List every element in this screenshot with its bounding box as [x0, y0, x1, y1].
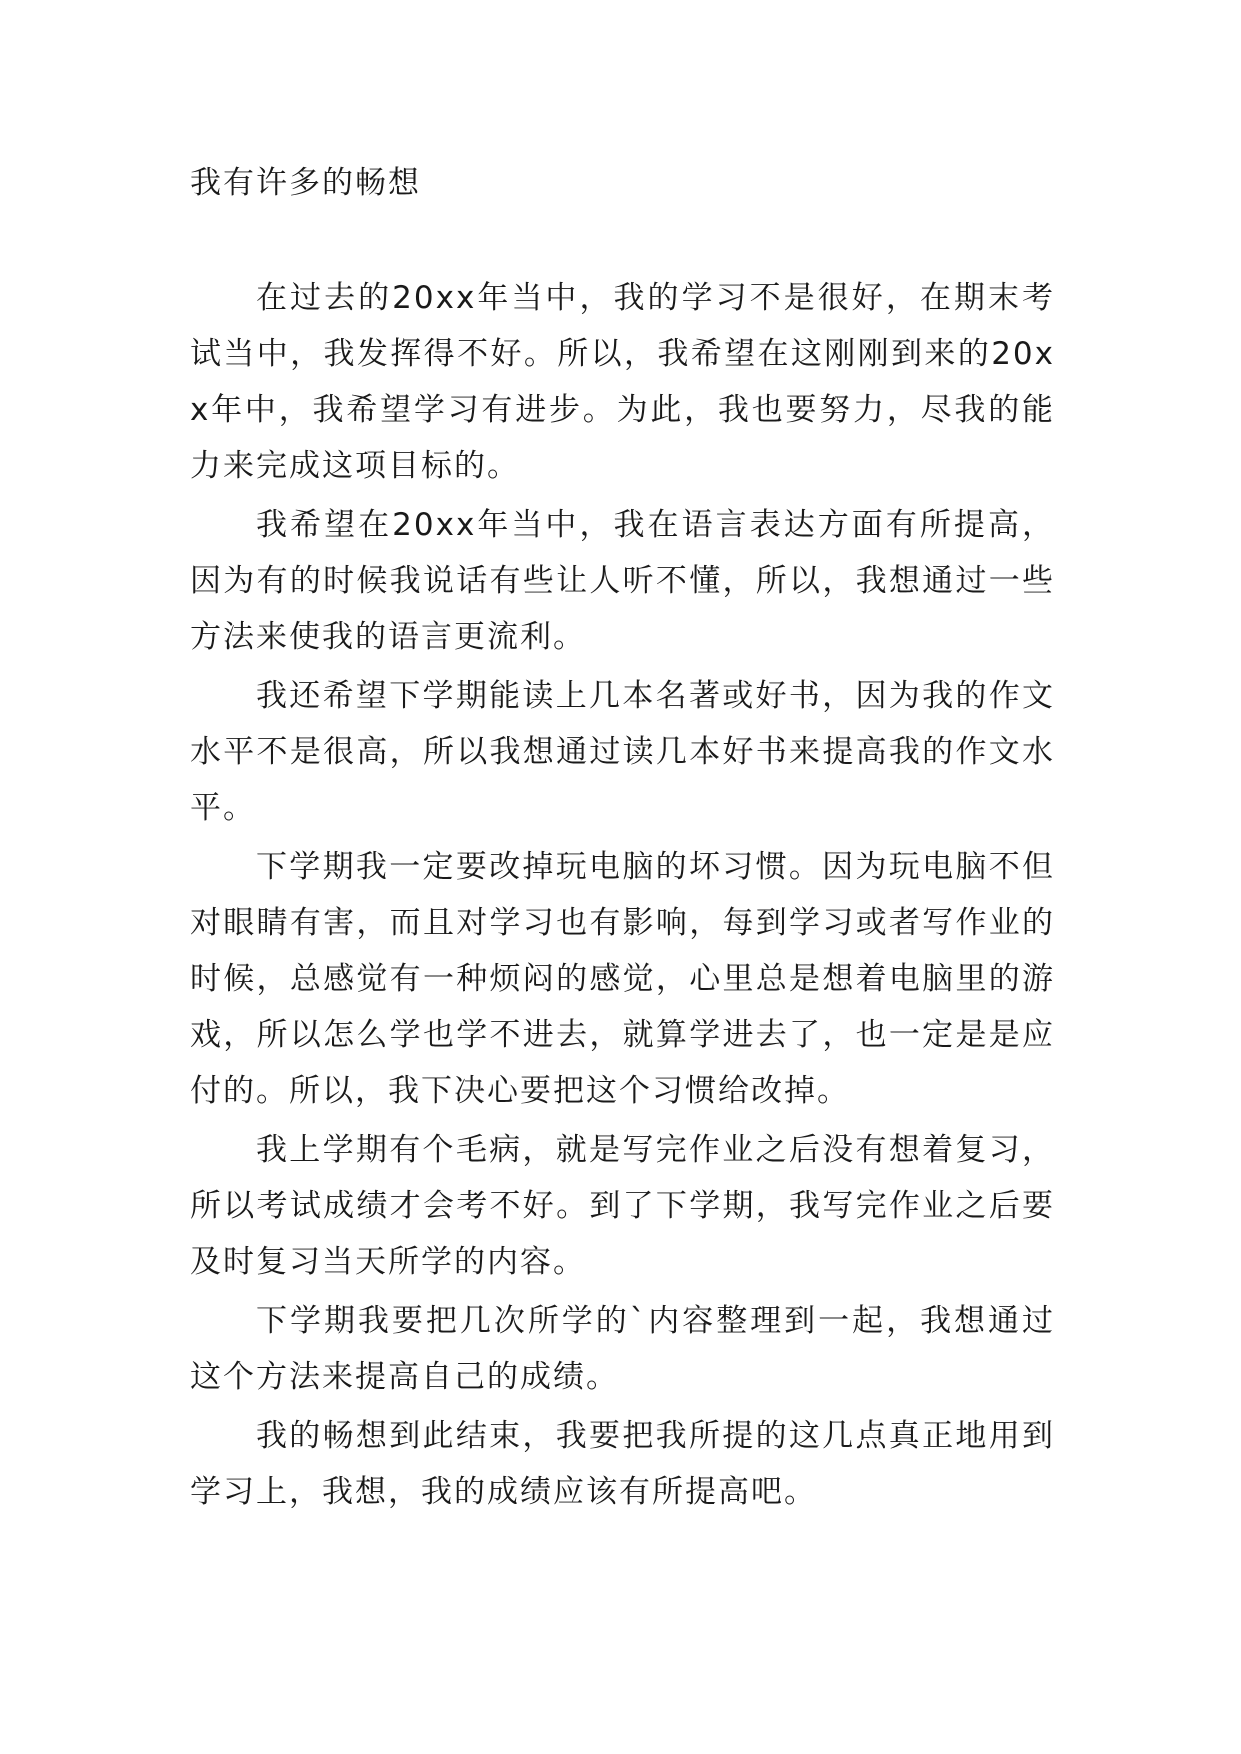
- document-content: [190, 160, 1055, 1523]
- paragraph: 我上学期有个毛病，就是写完作业之后没有想着复习，所以考试成绩才会考不好。到了下学期，我写完作业之后要及时复习当天所学的内容。: [190, 1132, 1055, 1280]
- paragraph: 在过去的20xx年当中，我的学习不是很好，在期末考试当中，我发挥得不好。所以，我希望在这刚刚到来的20xx年中，我希望学习有进步。为此，我也要努力，尽我的能力来完成这项目标的。: [190, 280, 1055, 484]
- document-title: 我有许多的畅想: [190, 165, 421, 201]
- paragraph: 下学期我一定要改掉玩电脑的坏习惯。因为玩电脑不但对眼睛有害，而且对学习也有影响，每到学习或者写作业的时候，总感觉有一种烦闷的感觉，心里总是想着电脑里的游戏，所以怎么学也学不进去，就算学进去了，也一定是是应付的。所以，我下决心要把这个习惯给改掉。: [190, 849, 1055, 1109]
- document-body: [190, 270, 1055, 1520]
- paragraph: 我的畅想到此结束，我要把我所提的这几点真正地用到学习上，我想，我的成绩应该有所提高吧。: [190, 1418, 1055, 1510]
- paragraph: 下学期我要把几次所学的`内容整理到一起，我想通过这个方法来提高自己的成绩。: [190, 1303, 1055, 1395]
- paragraph: 我希望在20xx年当中，我在语言表达方面有所提高，因为有的时候我说话有些让人听不懂，所以，我想通过一些方法来使我的语言更流利。: [190, 507, 1055, 655]
- paragraph: 我还希望下学期能读上几本名著或好书，因为我的作文水平不是很高，所以我想通过读几本好书来提高我的作文水平。: [190, 678, 1055, 826]
